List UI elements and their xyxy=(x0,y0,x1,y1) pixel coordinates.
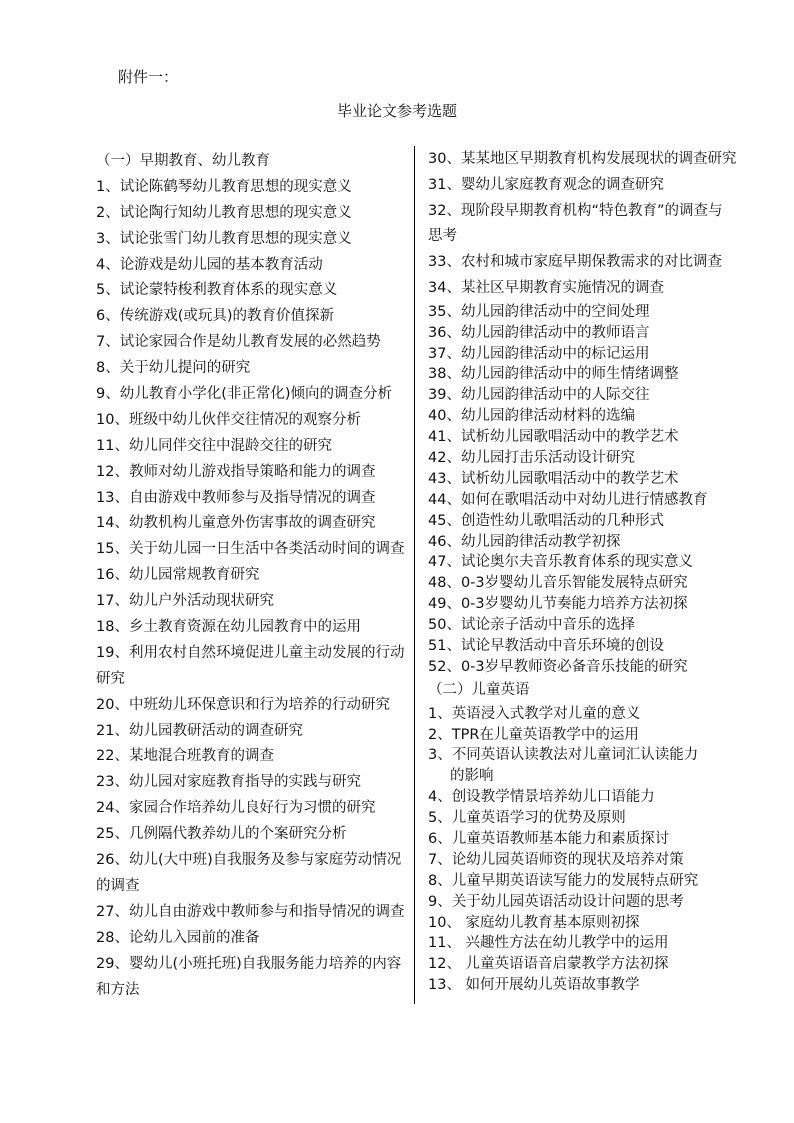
section-heading: （二）儿童英语 xyxy=(428,681,530,698)
topic-line: 的调查 xyxy=(96,877,140,894)
topic-line: 48、0-3岁婴幼儿音乐智能发展特点研究 xyxy=(428,575,688,592)
topic-line: 14、幼教机构儿童意外伤害事故的调查研究 xyxy=(96,515,376,532)
topic-line: 36、幼儿园韵律活动中的教师语言 xyxy=(428,324,650,341)
topic-line: 3、不同英语认读教法对儿童词汇认读能力 xyxy=(428,747,699,764)
topic-line: 34、某社区早期教育实施情况的调查 xyxy=(428,279,664,296)
topic-line: 10、 家庭幼儿教育基本原则初探 xyxy=(428,914,640,931)
topic-line: 22、某地混合班教育的调查 xyxy=(96,748,274,765)
topic-line: 2、试论陶行知幼儿教育思想的现实意义 xyxy=(96,204,352,221)
left-column xyxy=(96,149,408,1003)
topic-line: 5、儿童英语学习的优势及原则 xyxy=(428,810,626,827)
topic-line: 35、幼儿园韵律活动中的空间处理 xyxy=(428,303,650,320)
topic-line: 49、0-3岁婴幼儿节奏能力培养方法初探 xyxy=(428,596,688,613)
topic-line: 16、幼儿园常规教育研究 xyxy=(96,567,260,584)
topic-line: 7、试论家园合作是幼儿教育发展的必然趋势 xyxy=(96,334,381,351)
topic-line: 29、婴幼儿(小班托班)自我服务能力培养的内容 xyxy=(96,955,402,972)
topic-line: 的影响 xyxy=(450,768,494,785)
topic-line: 研究 xyxy=(96,670,125,687)
topic-line: 28、论幼儿入园前的准备 xyxy=(96,929,260,946)
topic-line: 10、班级中幼儿伙伴交往情况的观察分析 xyxy=(96,411,361,428)
topic-line: 4、论游戏是幼儿园的基本教育活动 xyxy=(96,256,323,273)
topic-line: 32、现阶段早期教育机构“特色教育”的调查与 xyxy=(428,202,723,219)
topic-line: 11、幼儿同伴交往中混龄交往的研究 xyxy=(96,437,332,454)
topic-line: 8、关于幼儿提问的研究 xyxy=(96,360,251,377)
topic-line: 7、论幼儿园英语师资的现状及培养对策 xyxy=(428,851,684,868)
topic-line: 26、幼儿(大中班)自我服务及参与家庭劳动情况 xyxy=(96,852,402,869)
topic-line: 3、试论张雪门幼儿教育思想的现实意义 xyxy=(96,230,352,247)
topic-line: 27、幼儿自由游戏中教师参与和指导情况的调查 xyxy=(96,903,405,920)
topic-line: 12、教师对幼儿游戏指导策略和能力的调查 xyxy=(96,463,376,480)
topic-line: 42、幼儿园打击乐活动设计研究 xyxy=(428,450,635,467)
topic-line: 11、 兴趣性方法在幼儿教学中的运用 xyxy=(428,935,669,952)
attachment-label: 附件一： xyxy=(118,68,179,86)
right-column xyxy=(428,147,738,996)
topic-line: 21、幼儿园教研活动的调查研究 xyxy=(96,722,303,739)
topic-line: 39、幼儿园韵律活动中的人际交往 xyxy=(428,387,650,404)
topic-line: 33、农村和城市家庭早期保教需求的对比调查 xyxy=(428,254,722,271)
topic-line: 20、中班幼儿环保意识和行为培养的行动研究 xyxy=(96,696,390,713)
topic-line: 19、利用农村自然环境促进儿童主动发展的行动 xyxy=(96,644,405,661)
column-divider xyxy=(414,146,415,1004)
topic-line: 13、 如何开展幼儿英语故事教学 xyxy=(428,977,640,994)
topic-line: 45、创造性幼儿歌唱活动的几种形式 xyxy=(428,512,664,529)
page-title: 毕业论文参考选题 xyxy=(336,102,457,120)
topic-line: 9、关于幼儿园英语活动设计问题的思考 xyxy=(428,893,684,910)
topic-line: 51、试论早教活动中音乐环境的创设 xyxy=(428,638,664,655)
topic-line: 38、幼儿园韵律活动中的师生情绪调整 xyxy=(428,366,679,383)
topic-line: 23、幼儿园对家庭教育指导的实践与研究 xyxy=(96,774,361,791)
topic-line: 43、试析幼儿园歌唱活动中的教学艺术 xyxy=(428,470,679,487)
topic-line: 12、 儿童英语语音启蒙教学方法初探 xyxy=(428,956,669,973)
topic-line: 30、某某地区早期教育机构发展现状的调查研究 xyxy=(428,151,737,167)
topic-line: 24、家园合作培养幼儿良好行为习惯的研究 xyxy=(96,800,376,817)
section-heading: （一）早期教育、幼儿教育 xyxy=(96,153,270,169)
topic-line: 37、幼儿园韵律活动中的标记运用 xyxy=(428,345,650,362)
topic-line: 25、几例隔代教养幼儿的个案研究分析 xyxy=(96,826,347,843)
topic-line: 52、0-3岁早教师资必备音乐技能的研究 xyxy=(428,658,688,675)
topic-line: 2、TPR在儿童英语教学中的运用 xyxy=(428,726,639,743)
topic-line: 8、儿童早期英语读写能力的发展特点研究 xyxy=(428,872,699,889)
topic-line: 47、试论奥尔夫音乐教育体系的现实意义 xyxy=(428,554,693,571)
topic-line: 思考 xyxy=(428,228,457,245)
topic-line: 5、试论蒙特梭利教育体系的现实意义 xyxy=(96,282,338,299)
topic-line: 41、试析幼儿园歌唱活动中的教学艺术 xyxy=(428,429,679,446)
topic-line: 40、幼儿园韵律活动材料的选编 xyxy=(428,408,635,425)
topic-line: 17、幼儿户外活动现状研究 xyxy=(96,593,274,610)
topic-line: 50、试论亲子活动中音乐的选择 xyxy=(428,617,635,634)
topic-line: 9、幼儿教育小学化(非正常化)倾向的调查分析 xyxy=(96,386,393,403)
topic-line: 13、自由游戏中教师参与及指导情况的调查 xyxy=(96,489,376,506)
topic-line: 4、创设教学情景培养幼儿口语能力 xyxy=(428,789,655,806)
topic-line: 18、乡土教育资源在幼儿园教育中的运用 xyxy=(96,619,361,636)
topic-line: 46、幼儿园韵律活动教学初探 xyxy=(428,533,621,550)
topic-line: 15、关于幼儿园一日生活中各类活动时间的调查 xyxy=(96,541,405,558)
topic-line: 6、传统游戏(或玩具)的教育价值探新 xyxy=(96,308,335,325)
topic-line: 31、婴幼儿家庭教育观念的调查研究 xyxy=(428,176,664,193)
topic-line: 1、英语浸入式教学对儿童的意义 xyxy=(428,705,641,722)
topic-line: 6、儿童英语教师基本能力和素质探讨 xyxy=(428,830,670,847)
topic-line: 44、如何在歌唱活动中对幼儿进行情感教育 xyxy=(428,491,708,508)
topic-line: 和方法 xyxy=(96,981,140,998)
topic-line: 1、试论陈鹤琴幼儿教育思想的现实意义 xyxy=(96,178,352,195)
